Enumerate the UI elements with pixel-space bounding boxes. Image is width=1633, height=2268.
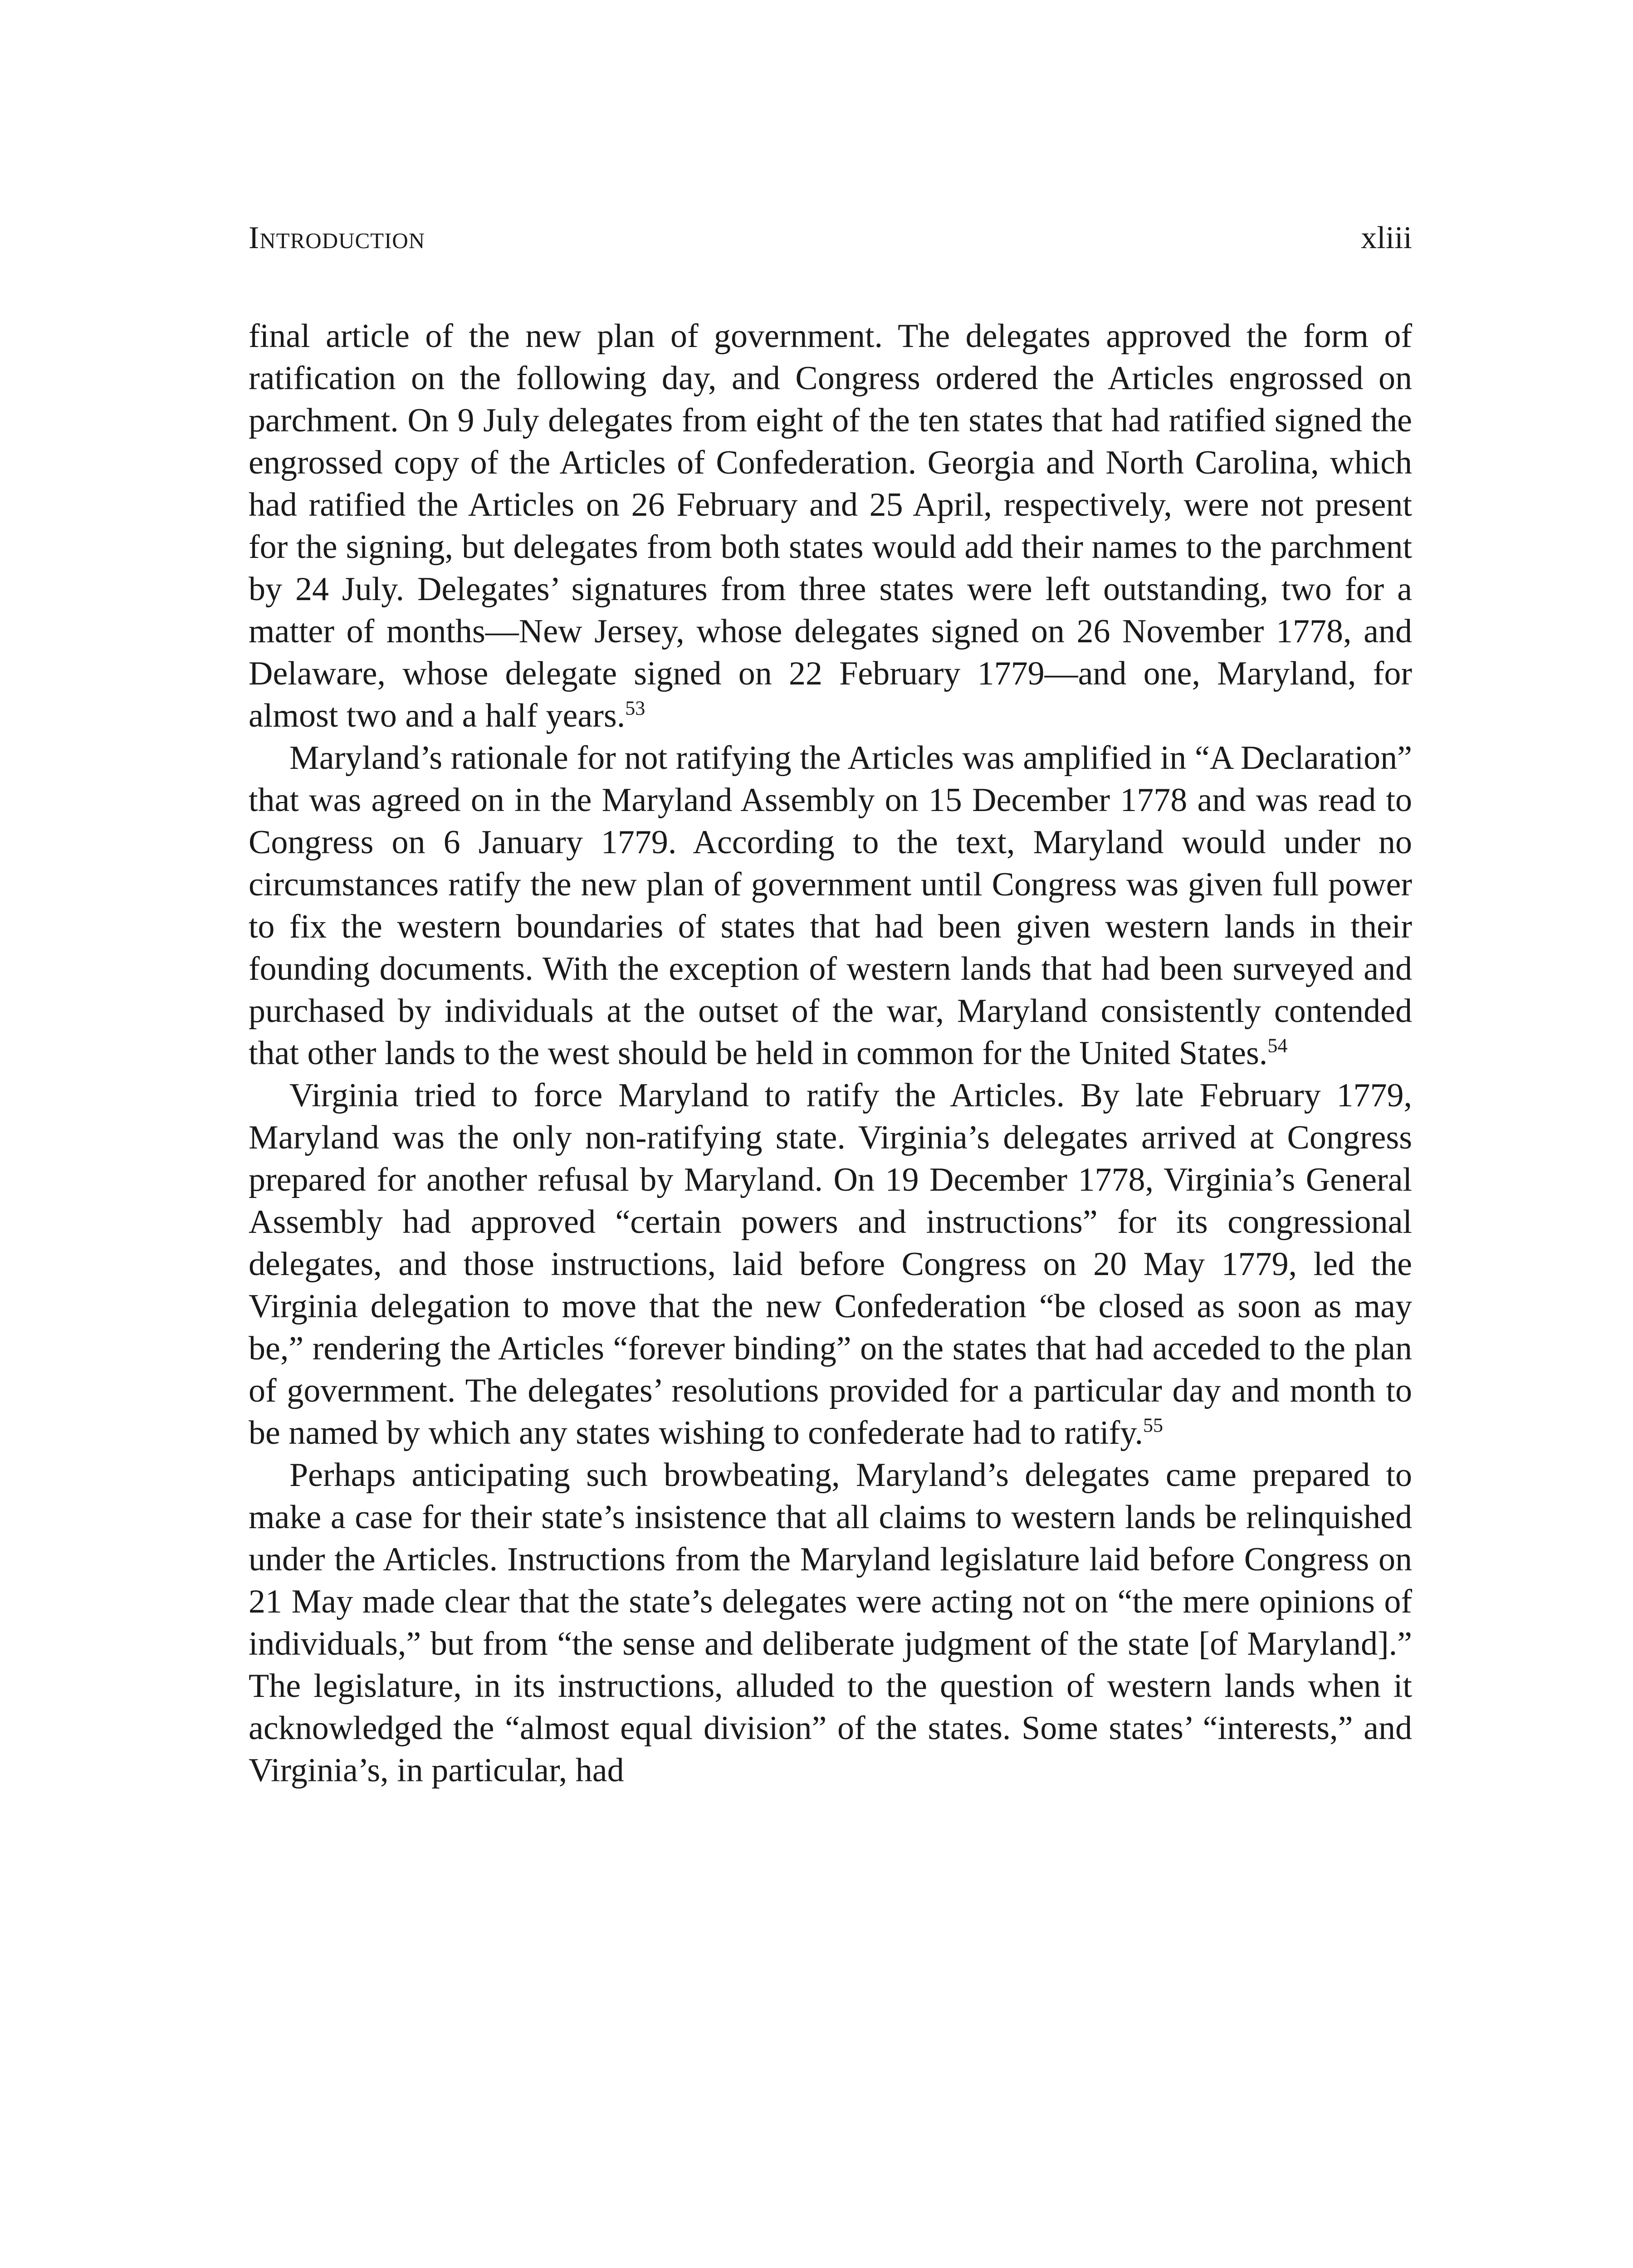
paragraph-text: Virginia tried to force Maryland to ratify the Articles. By late February 1779, Maryland was the only non-ratifying state. Virginia’s delegates arrived at Congress prepared for another refusal by Maryland. On 19 December 1778, Virginia’s General Assembly had approved “certain powers and instructions” for its congressional delegates, and those instructions, laid before Congress on 20 May 1779, led the Virginia delegation to move that the new Confederation “be closed as soon as may be,” rendering the Articles “forever binding” on the states that had acceded to the plan of government. The delegates’ resolutions provided for a particular day and month to be named by which any states wishing to confederate had to ratify. xyxy=(249,1077,1412,1452)
paragraph-1 xyxy=(249,315,1412,737)
paragraph-3 xyxy=(249,1075,1412,1454)
footnote-ref: 54 xyxy=(1267,1034,1288,1057)
page-number: xliii xyxy=(1361,220,1412,255)
running-head xyxy=(249,222,1412,254)
chapter-title: Introduction xyxy=(249,220,425,255)
paragraph-2 xyxy=(249,737,1412,1075)
footnote-ref: 55 xyxy=(1143,1414,1164,1437)
paragraph-text: Perhaps anticipating such browbeating, Maryland’s delegates came prepared to make a case for their state’s insistence that all claims to western lands be relinquished under the Articles. Instructions from the Maryland legislature laid before Congress on 21 May made clear that the state’s delegates were acting not on “the mere opinions of individuals,” but from “the sense and deliberate judgment of the state [of Maryland].” The legislature, in its instructions, alluded to the question of western lands when it acknowledged the “almost equal division” of the states. Some states’ “interests,” and Virginia’s, in particular, had xyxy=(249,1457,1412,1789)
body-text xyxy=(249,315,1412,1792)
paragraph-4 xyxy=(249,1454,1412,1792)
paragraph-text: Maryland’s rationale for not ratifying the Articles was amplified in “A Declaration” that was agreed on in the Maryland Assembly on 15 December 1778 and was read to Congress on 6 January 1779. According to the text, Maryland would under no circumstances ratify the new plan of government until Congress was given full power to fix the western boundaries of states that had been given western lands in their founding documents. With the exception of western lands that had been surveyed and purchased by individuals at the outset of the war, Maryland consistently contended that other lands to the west should be held in common for the United States. xyxy=(249,739,1412,1072)
paragraph-text: final article of the new plan of government. The delegates approved the form of ratification on the following day, and Congress ordered the Articles engrossed on parchment. On 9 July delegates from eight of the ten states that had ratified signed the engrossed copy of the Articles of Confederation. Georgia and North Carolina, which had ratified the Articles on 26 February and 25 April, respectively, were not present for the signing, but delegates from both states would add their names to the parchment by 24 July. Delegates’ signatures from three states were left outstanding, two for a matter of months—New Jersey, whose delegates signed on 26 November 1778, and Delaware, whose delegate signed on 22 February 1779—and one, Maryland, for almost two and a half years. xyxy=(249,318,1412,734)
footnote-ref: 53 xyxy=(625,697,645,719)
